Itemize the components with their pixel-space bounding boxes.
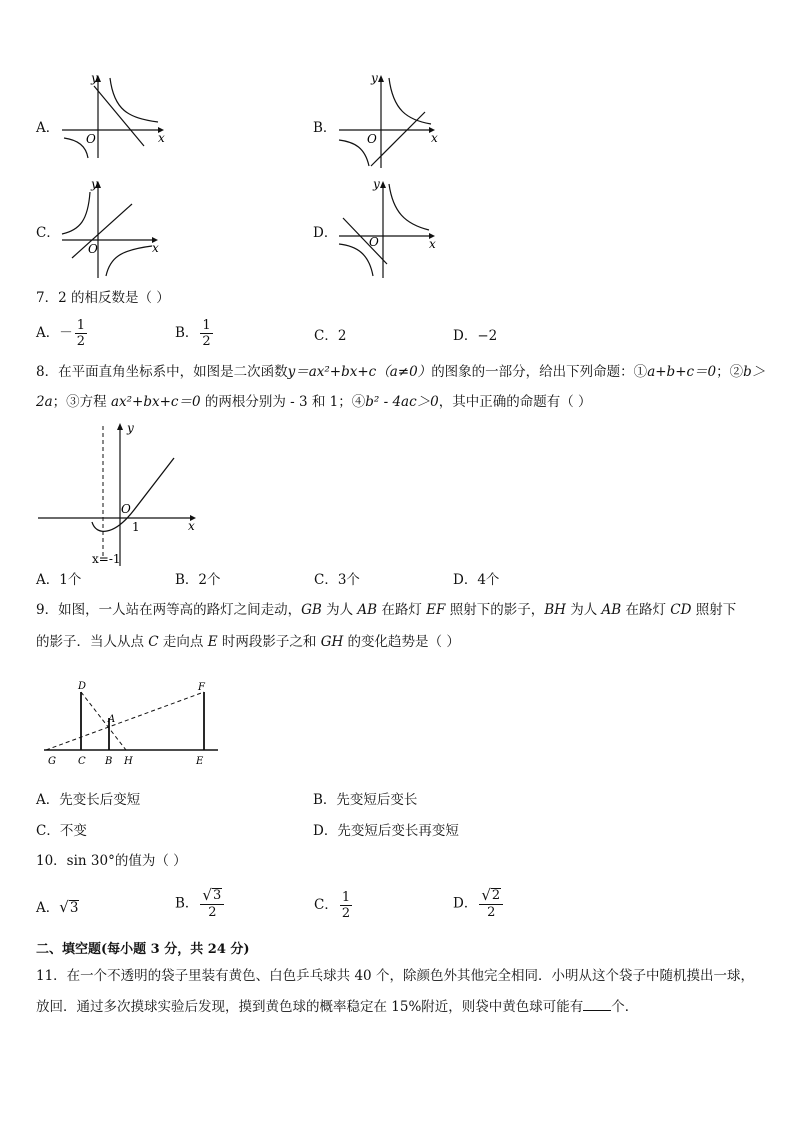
q10-d-fraction: √ 2 2	[479, 888, 503, 920]
q9-point-a: A	[108, 714, 116, 725]
section-heading-fill-in: 二、填空题(每小题 3 分，共 24 分)	[36, 942, 250, 957]
q8-option-a[interactable]: A．1个	[36, 572, 82, 588]
q8-axis-of-symmetry-label: x=-1	[92, 552, 121, 566]
q10-option-a[interactable]: A． √ 3	[36, 898, 79, 916]
q9-point-e: E	[196, 756, 204, 767]
q10-a-sqrt: √ 3	[59, 898, 79, 916]
q9-stem-line1: 9．如图，一人站在两等高的路灯之间走动，GB 为人 AB 在路灯 EF 照射下的影子，BH 为人 AB 在路灯 CD 照射下	[36, 602, 737, 618]
q9-stem-line2: 的影子．当人从点 C 走向点 E 时两段影子之和 GH 的变化趋势是（ ）	[36, 634, 460, 650]
q7-c-letter: C．	[314, 328, 338, 344]
q7-option-d[interactable]	[453, 326, 497, 346]
q8-origin: O	[121, 502, 131, 516]
q7-a-sign: －	[59, 325, 73, 341]
q7-option-a[interactable]	[36, 318, 87, 349]
q6-b-origin: O	[367, 132, 377, 146]
q9-point-g: G	[48, 756, 56, 767]
q9-streetlight-figure	[40, 678, 230, 770]
q9-option-b[interactable]: B．先变短后变长	[313, 792, 418, 808]
q7-d-letter: D．	[453, 328, 478, 344]
q7-b-letter: B．	[175, 325, 199, 341]
q9-point-c: C	[78, 756, 86, 767]
q8-option-b[interactable]: B．2个	[175, 572, 221, 588]
q7-d-value: −2	[477, 328, 498, 344]
q7-c-value: 2	[337, 328, 347, 344]
q6-d-origin: O	[369, 235, 379, 249]
q9-point-h: H	[124, 756, 133, 767]
q10-b-fraction: √ 3 2	[200, 888, 224, 920]
q6-a-x-label: x	[158, 131, 165, 145]
q6-option-b-letter[interactable]: B．	[313, 120, 337, 136]
q6-c-y-label: y	[91, 177, 98, 191]
q7-a-letter: A．	[36, 325, 60, 341]
q6-c-x-label: x	[152, 241, 159, 255]
q9-option-a[interactable]: A．先变长后变短	[36, 792, 141, 808]
q8-y-label: y	[127, 421, 134, 435]
q6-a-y-label: y	[91, 71, 98, 85]
q6-b-x-label: x	[431, 131, 438, 145]
q9-option-d[interactable]: D．先变短后变长再变短	[313, 823, 459, 839]
q8-parabola-graph	[36, 418, 206, 568]
q9-point-b: B	[105, 756, 113, 767]
q8-stem-line2: 2a；③方程 ax²+bx+c＝0 的两根分别为 - 3 和 1；④b² - 4ac＞0，其中正确的命题有（ ）	[36, 394, 592, 410]
q7-b-fraction: $\frac{1}{2}$	[202, 318, 211, 349]
q6-a-origin: O	[86, 132, 96, 146]
q11-stem-line2: 放回．通过多次摸球实验后发现，摸到黄色球的概率稳定在 15%附近，则袋中黄色球可能有 个．	[36, 999, 639, 1015]
q10-stem: 10．sin 30°的值为（ ）	[36, 853, 187, 869]
q9-option-c[interactable]: C．不变	[36, 823, 87, 839]
q7-option-b[interactable]	[175, 318, 213, 349]
q10-option-c[interactable]: C． $\frac{1}{2}$	[314, 890, 351, 921]
q6-b-y-label: y	[371, 71, 378, 85]
q10-option-b[interactable]: B． √ 3 2	[175, 888, 224, 920]
q7-a-fraction: $\frac{1}{2}$	[76, 318, 86, 349]
q6-d-y-label: y	[373, 177, 380, 191]
q6-options	[0, 0, 794, 290]
q6-d-x-label: x	[429, 237, 436, 251]
q8-stem-line1: 8．在平面直角坐标系中，如图是二次函数y＝ax²+bx+c（a≠0）的图象的一部分，给出下列命题：①a+b+c＝0；②b＞	[36, 364, 766, 380]
q8-tick-1: 1	[132, 520, 140, 534]
q6-c-origin: O	[88, 242, 98, 256]
q7-stem: 7．2 的相反数是（ ）	[36, 290, 170, 306]
q8-x-label: x	[188, 519, 195, 533]
q6-option-a-letter[interactable]: A．	[36, 120, 60, 136]
q8-option-d[interactable]: D．4个	[453, 572, 500, 588]
q7-option-c[interactable]	[314, 326, 346, 346]
q10-option-d[interactable]: D． √ 2 2	[453, 888, 503, 920]
q10-c-fraction: $\frac{1}{2}$	[341, 890, 351, 921]
q8-option-c[interactable]: C．3个	[314, 572, 360, 588]
q11-answer-blank[interactable]	[583, 998, 611, 1011]
q6-graph-c	[58, 176, 168, 280]
q11-stem-line1: 11．在一个不透明的袋子里装有黄色、白色乒乓球共 40 个，除颜色外其他完全相同．小明从这个袋子中随机摸出一球，	[36, 968, 754, 984]
q9-point-d: D	[78, 681, 87, 692]
q6-graph-a	[58, 70, 168, 160]
q6-graph-b	[335, 70, 445, 170]
q6-graph-d	[335, 176, 445, 280]
q9-point-f: F	[198, 682, 205, 693]
q6-option-c-letter[interactable]: C．	[36, 225, 60, 241]
q6-option-d-letter[interactable]: D．	[313, 225, 338, 241]
